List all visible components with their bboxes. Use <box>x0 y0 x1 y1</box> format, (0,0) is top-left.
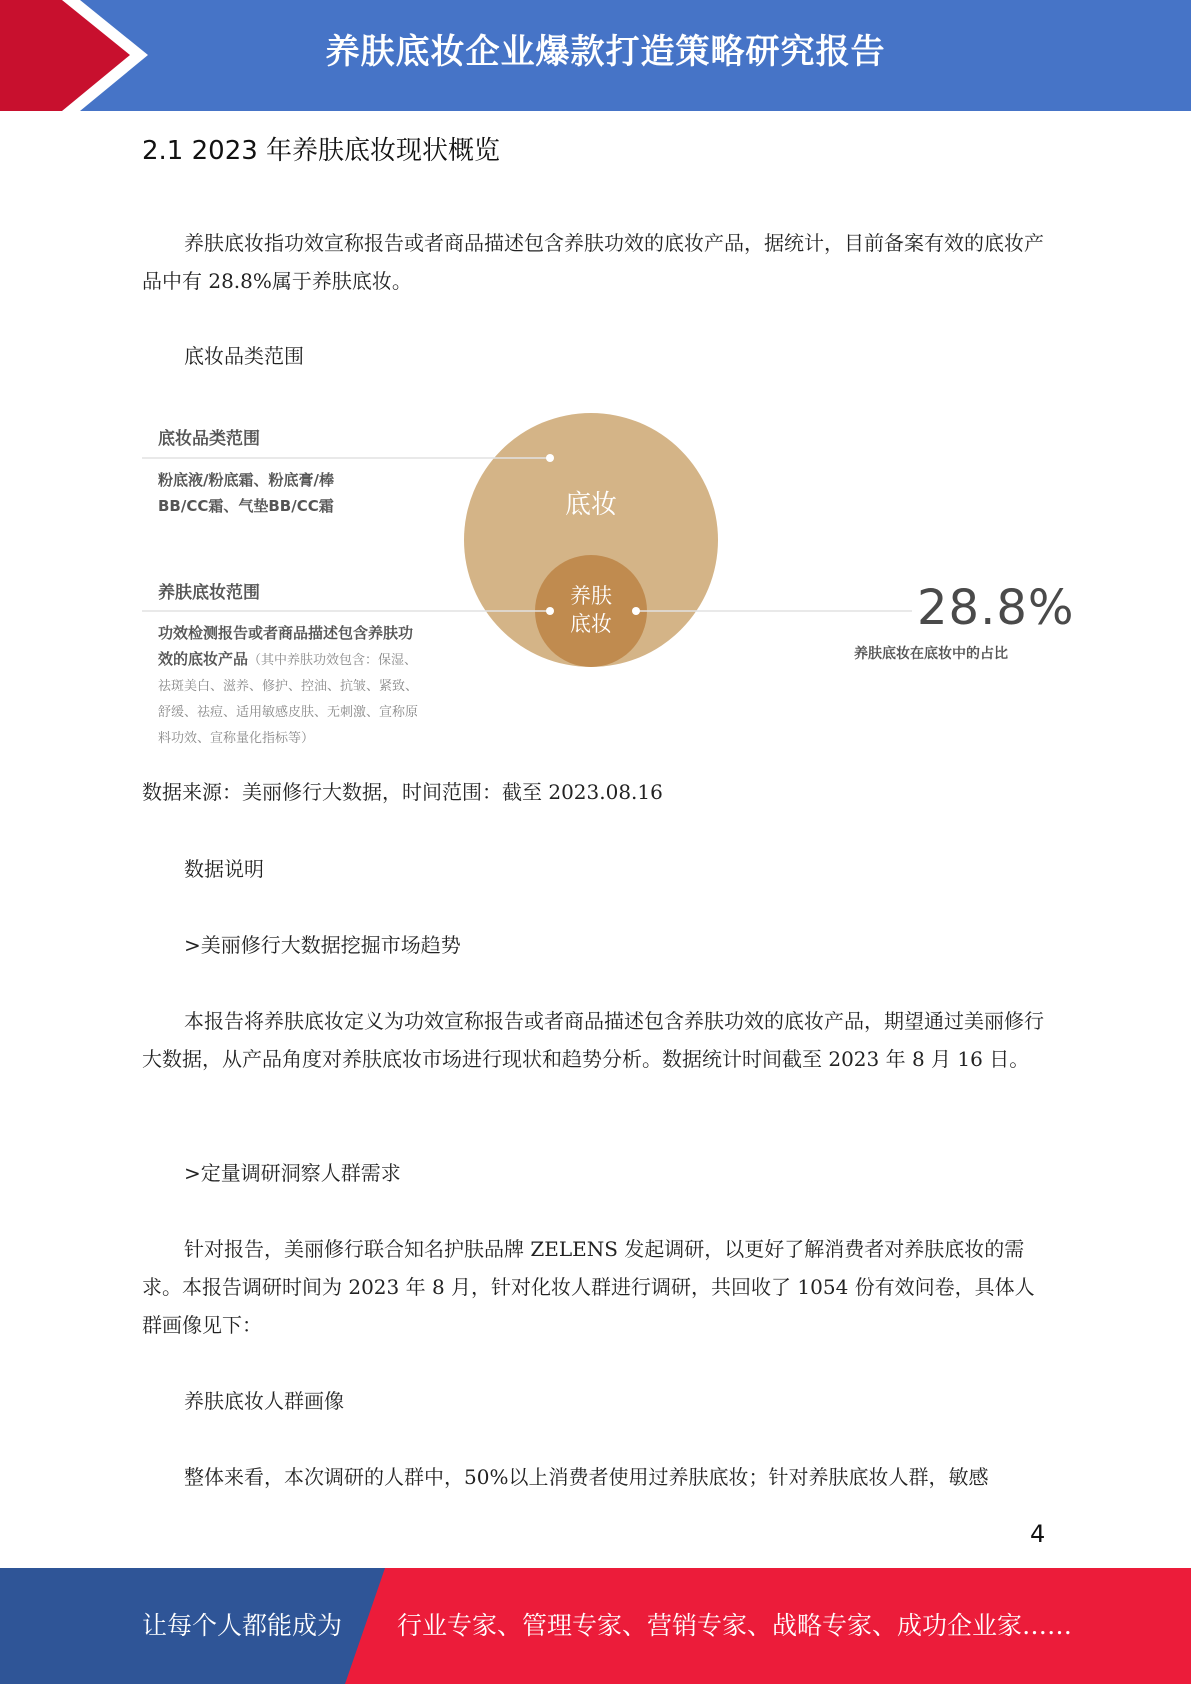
skin-scope-heading: 养肤底妆范围 <box>158 583 260 603</box>
base-makeup-scope-figure <box>142 400 1075 760</box>
percent-caption: 养肤底妆在底妆中的占比 <box>854 646 1008 662</box>
base-scope-heading: 底妆品类范围 <box>158 429 260 449</box>
figure-caption: 底妆品类范围 <box>184 344 304 368</box>
intro-paragraph: 养肤底妆指功效宣称报告或者商品描述包含养肤功效的底妆产品，据统计，目前备案有效的底妆产品中有 28.8%属于养肤底妆。 <box>142 231 1044 293</box>
page-header <box>0 0 1191 111</box>
base-scope-text <box>158 467 334 519</box>
skin-scope-text <box>158 620 458 752</box>
subheading-big-data: >美丽修行大数据挖掘市场趋势 <box>184 933 461 957</box>
percent-value: 28.8% <box>917 580 1075 636</box>
skin-scope-bold: 效的底妆产品 <box>158 650 249 668</box>
skin-scope-note-3: 祛斑美白、滋养、修护、控油、抗皱、紧致、 <box>158 679 419 694</box>
subheading-survey: >定量调研洞察人群需求 <box>184 1161 401 1185</box>
paragraph-overview: 整体来看，本次调研的人群中，50%以上消费者使用过养肤底妆；针对养肤底妆人群，敏感 <box>184 1465 989 1489</box>
subheading-persona: 养肤底妆人群画像 <box>184 1389 344 1413</box>
inner-circle-label-1: 养肤 <box>570 584 612 608</box>
paragraph-survey: 针对报告，美丽修行联合知名护肤品牌 ZELENS 发起调研，以更好了解消费者对养肤底妆的需求。本报告调研时间为 2023 年 8 月，针对化妆人群进行调研，共回收了 1054 份有效问卷，具体人群画像见下： <box>142 1237 1035 1337</box>
skin-leader-dot-left <box>546 607 554 615</box>
skin-scope-note-start: （其中养肤功效包含：保湿、 <box>248 653 418 668</box>
data-note-heading: 数据说明 <box>184 857 264 881</box>
skin-scope-note-4: 舒缓、祛痘、适用敏感皮肤、无刺激、宣称原 <box>158 705 419 720</box>
section-title: 2.1 2023 年养肤底妆现状概览 <box>142 136 501 166</box>
paragraph-definition: 本报告将养肤底妆定义为功效宣称报告或者商品描述包含养肤功效的底妆产品，期望通过美丽修行大数据，从产品角度对养肤底妆市场进行现状和趋势分析。数据统计时间截至 2023 年 8 月 16 日。 <box>142 1009 1044 1071</box>
base-scope-line-2: BB/CC霜、气垫BB/CC霜 <box>158 497 334 515</box>
base-leader-dot <box>546 454 554 462</box>
page-number: 4 <box>1030 1520 1046 1548</box>
inner-circle-label-2: 底妆 <box>570 612 612 636</box>
footer-slogan-left: 让每个人都能成为 <box>142 1611 343 1640</box>
base-scope-line-1: 粉底液/粉底霜、粉底膏/棒 <box>158 471 334 489</box>
outer-circle-label: 底妆 <box>564 490 618 520</box>
skin-scope-note-5: 料功效、宣称量化指标等） <box>158 731 315 746</box>
skin-leader-dot-right <box>632 607 640 615</box>
skin-scope-line-2 <box>158 646 458 674</box>
footer-slogan-right: 行业专家、管理专家、营销专家、战略专家、成功企业家…… <box>397 1611 1073 1640</box>
data-source: 数据来源：美丽修行大数据，时间范围：截至 2023.08.16 <box>142 780 663 804</box>
page-footer <box>0 1568 1191 1684</box>
header-title: 养肤底妆企业爆款打造策略研究报告 <box>325 32 886 72</box>
skin-scope-line-1: 功效检测报告或者商品描述包含养肤功 <box>158 624 414 642</box>
